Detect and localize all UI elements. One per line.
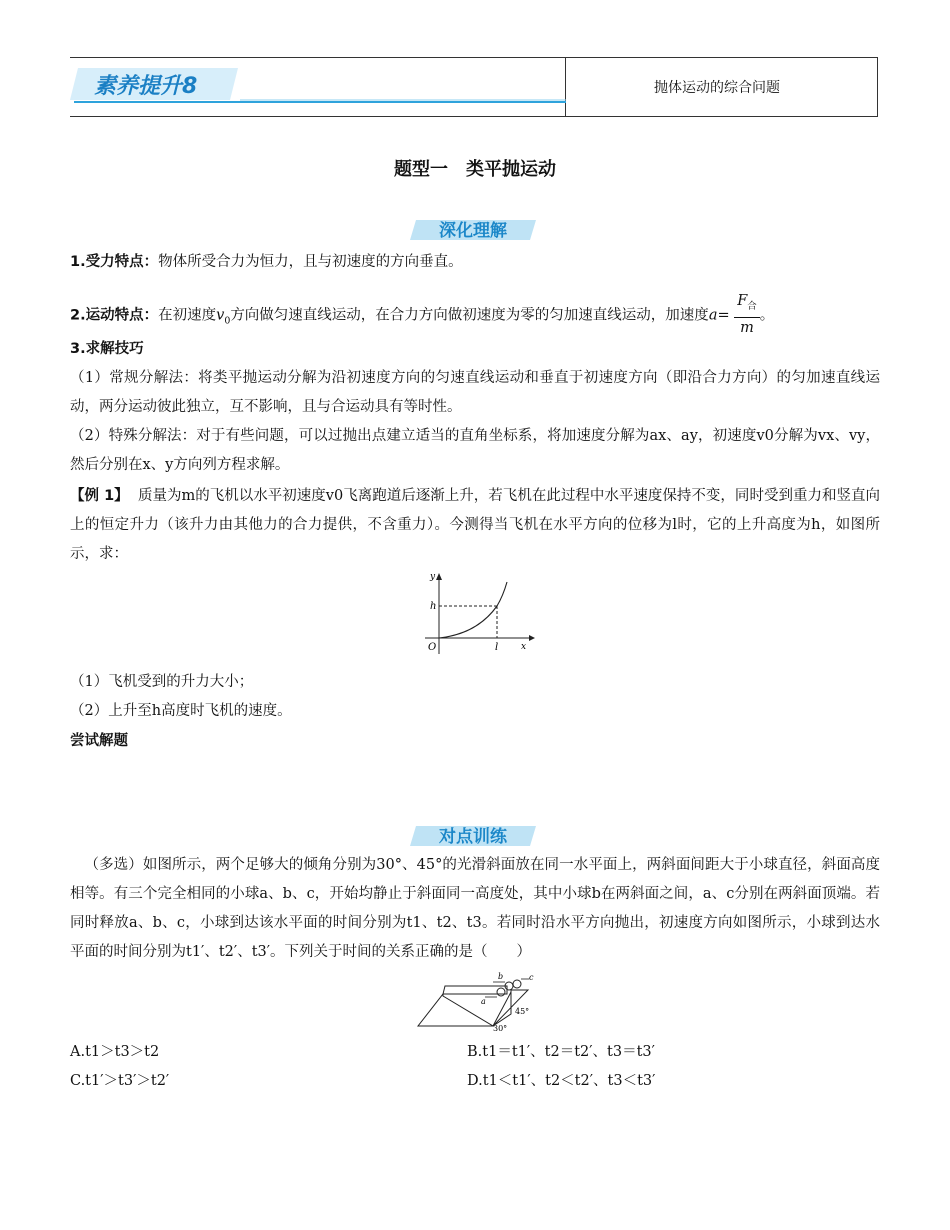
v0-symbol: v <box>216 307 225 324</box>
y-axis-arrow <box>436 573 442 580</box>
point-3-method-2: （2）特殊分解法：对于有些问题，可以过抛出点建立适当的直角坐标系，将加速度分解为ax、ay，初速度v0分解为vx、vy，然后分别在x、y方向列方程求解。 <box>70 428 880 473</box>
point-1 <box>70 250 463 274</box>
fraction <box>734 291 759 338</box>
fraction-numerator-sub: 合 <box>747 300 757 312</box>
example-label: 【例 1】 <box>70 488 129 504</box>
example-1 <box>70 482 880 569</box>
banner-practice <box>410 822 540 848</box>
y-label: y <box>430 572 436 582</box>
point-2-end: 。 <box>759 307 775 324</box>
question-2: （2）上升至h高度时飞机的速度。 <box>70 703 292 719</box>
label-a: a <box>481 997 486 1006</box>
point-3-label: 3.求解技巧 <box>70 341 144 357</box>
banner-text: 深化理解 <box>439 221 507 241</box>
point-2-text-a: 在初速度 <box>158 307 217 324</box>
point-2 <box>70 292 774 339</box>
point-2-text-b: 方向做匀速直线运动，在合力方向做初速度为零的匀加速直线运动，加速度 <box>230 307 709 324</box>
header-subtitle: 抛体运动的综合问题 <box>654 80 780 96</box>
header-badge <box>70 62 570 107</box>
point-3-method-1: （1）常规分解法：将类平抛运动分解为沿初速度方向的匀速直线运动和垂直于初速度方向（即沿合力方向）的匀加速直线运动，两分运动彼此独立，互不影响，且与合运动具有等时性。 <box>70 370 880 415</box>
trajectory-curve <box>439 582 507 638</box>
option-d[interactable]: D.t1＜t1′、t2＜t2′、t3＜t3′ <box>467 1073 656 1089</box>
l-label: l <box>495 642 499 653</box>
equals-sign: = <box>717 307 730 324</box>
label-b: b <box>498 972 504 981</box>
question-1: （1）飞机受到的升力大小； <box>70 674 254 690</box>
label-45: 45° <box>515 1007 530 1016</box>
attempt-label: 尝试解题 <box>70 733 128 749</box>
badge-text: 素养提升8 <box>94 74 198 99</box>
fraction-denominator: m <box>740 319 754 336</box>
x-axis-arrow <box>529 635 535 641</box>
label-30: 30° <box>493 1024 508 1032</box>
example-graph <box>415 568 535 658</box>
point-2-label: 2.运动特点： <box>70 307 159 324</box>
example-text: 质量为m的飞机以水平初速度v0飞离跑道后逐渐上升，若飞机在此过程中水平速度保持不变，同时受到重力和竖直向上的恒定升力（该升力由其他力的合力提供，不含重力）。今测得当飞机在水平方向的位移为l时，它的上升高度为h，如图所示，求： <box>70 488 881 562</box>
a-symbol: a <box>708 307 718 324</box>
fraction-numerator: F <box>737 293 748 309</box>
option-a[interactable]: A.t1＞t3＞t2 <box>70 1044 160 1060</box>
v0-subscript: 0 <box>224 315 231 327</box>
banner-deepen <box>410 216 540 242</box>
banner-text-2: 对点训练 <box>439 827 507 847</box>
ball-a <box>497 988 505 996</box>
label-c: c <box>529 973 534 982</box>
point-1-text: 物体所受合力为恒力，且与初速度的方向垂直。 <box>158 254 463 270</box>
h-label: h <box>430 601 437 612</box>
point-1-label: 1.受力特点： <box>70 254 159 270</box>
exercise-text: （多选）如图所示，两个足够大的倾角分别为30°、45°的光滑斜面放在同一水平面上，两斜面间距大于小球直径，斜面高度相等。有三个完全相同的小球a、b、c，开始均静止于斜面同一高度处，其中小球b在两斜面之间，a、c分别在两斜面顶端。若同时释放a、b、c，小球到达该水平面的时间分别为t1、t2、t3。若同时沿水平方向抛出，初速度方向如图所示，小球到达水平面的时间分别为t1′、t2′、t3′。下列关于时间的关系正确的是（ ） <box>70 857 880 960</box>
section-title: 题型一 类平抛运动 <box>394 159 556 180</box>
x-label: x <box>521 642 527 652</box>
origin-label: O <box>428 642 437 653</box>
ball-c <box>513 980 521 988</box>
option-b[interactable]: B.t1＝t1′、t2＝t2′、t3＝t3′ <box>467 1044 655 1060</box>
incline-figure <box>415 970 540 1032</box>
option-c[interactable]: C.t1′＞t3′＞t2′ <box>70 1073 170 1089</box>
